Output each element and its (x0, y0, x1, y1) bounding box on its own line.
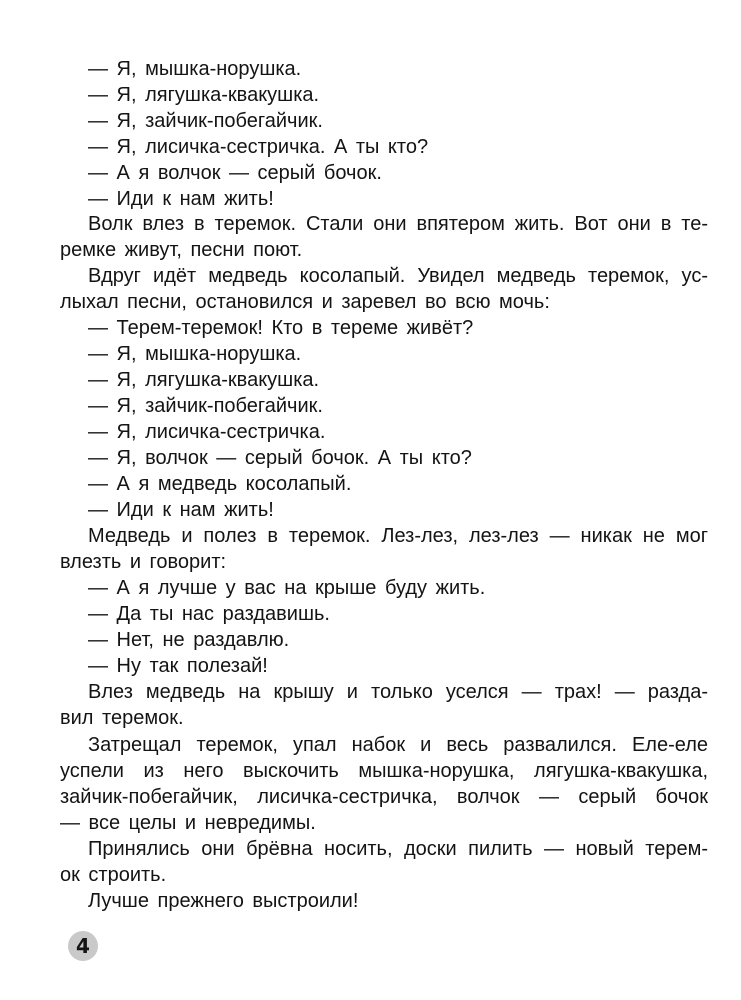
text-line: Лучше прежнего выстроили! (88, 890, 359, 912)
text-line: Волк влез в теремок. Стали они впятером жить. Вот они в те- (88, 213, 708, 235)
text-line: — Ну так полезай! (88, 655, 268, 677)
text-line: — А я медведь косолапый. (88, 473, 352, 495)
text-line: — Нет, не раздавлю. (88, 629, 290, 651)
text-line: ок строить. (60, 864, 167, 886)
text-line: лыхал песни, остановился и заревел во всю мочь: (60, 291, 550, 313)
text-line: — Я, лягушка-квакушка. (88, 84, 320, 106)
text-line: — Иди к нам жить! (88, 499, 274, 521)
text-line: — Да ты нас раздавишь. (88, 603, 330, 625)
text-line: зайчик-побегайчик, лисичка-сестричка, волчок — серый бочок (60, 786, 708, 808)
text-line: — все целы и невредимы. (60, 812, 316, 834)
text-line: — Я, волчок — серый бочок. А ты кто? (88, 447, 472, 469)
text-line: успели из него выскочить мышка-норушка, лягушка-квакушка, (60, 760, 708, 782)
text-line: Затрещал теремок, упал набок и весь развалился. Еле-еле (88, 734, 708, 756)
text-line: — А я лучше у вас на крыше буду жить. (88, 577, 486, 599)
page-number: 4 (68, 931, 98, 961)
text-line: Влез медведь на крышу и только уселся — трах! — разда- (88, 681, 708, 703)
text-line: Медведь и полез в теремок. Лез-лез, лез-лез — никак не мог (88, 525, 708, 547)
page-text (60, 0, 708, 1000)
text-line: вил теремок. (60, 707, 184, 729)
text-line: — Иди к нам жить! (88, 188, 274, 210)
text-line: Принялись они брёвна носить, доски пилить — новый терем- (88, 838, 708, 860)
text-line: — Я, мышка-норушка. (88, 343, 302, 365)
text-line: — А я волчок — серый бочок. (88, 162, 382, 184)
text-line: — Я, зайчик-побегайчик. (88, 110, 323, 132)
text-line: — Я, зайчик-побегайчик. (88, 395, 323, 417)
text-line: ремке живут, песни поют. (60, 239, 303, 261)
text-line: — Я, лягушка-квакушка. (88, 369, 320, 391)
text-line: — Я, лисичка-сестричка. (88, 421, 326, 443)
text-line: Вдруг идёт медведь косолапый. Увидел медведь теремок, ус- (88, 265, 708, 287)
text-line: — Я, лисичка-сестричка. А ты кто? (88, 136, 429, 158)
text-line: влезть и говорит: (60, 551, 227, 573)
text-line: — Терем-теремок! Кто в тереме живёт? (88, 317, 474, 339)
text-line: — Я, мышка-норушка. (88, 58, 302, 80)
